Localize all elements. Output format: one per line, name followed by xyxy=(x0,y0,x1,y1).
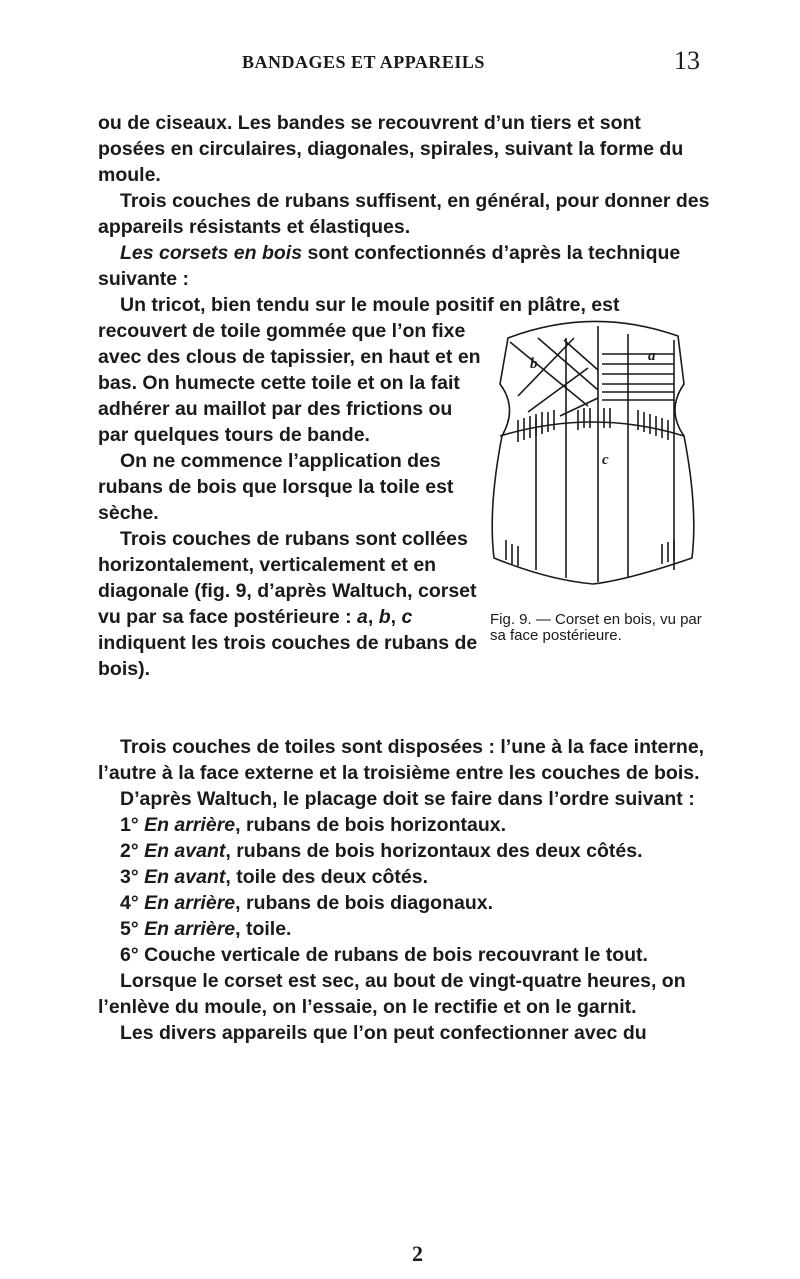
figure-label-a: a xyxy=(648,348,656,364)
list-text: , toile des deux côtés. xyxy=(225,866,429,888)
list-text: , rubans de bois horizontaux des deux côtés. xyxy=(225,840,643,862)
paragraph-5: On ne commence l’application des rubans de bois que lorsque la toile est sèche. xyxy=(98,450,454,524)
figure-wrap-section xyxy=(98,318,710,734)
paragraph-8: D’après Waltuch, le placage doit se faire dans l’ordre suivant : xyxy=(120,788,695,810)
list-number: 3° xyxy=(120,866,139,888)
paragraph-6-label-b: b xyxy=(378,606,391,628)
paragraph-6-label-a: a xyxy=(357,606,368,628)
list-item xyxy=(98,864,710,890)
diagonal-band xyxy=(528,368,588,412)
paragraph-6-sep-2: , xyxy=(390,606,402,628)
paragraph-6-end: indiquent les trois couches de rubans de bois). xyxy=(98,632,478,680)
paragraph-6 xyxy=(98,526,483,682)
figure-9 xyxy=(478,308,710,644)
list-item xyxy=(98,890,710,916)
body-text xyxy=(98,110,710,1046)
list-text: Couche verticale de rubans de bois recouvrant le tout. xyxy=(144,944,648,966)
list-text: , rubans de bois diagonaux. xyxy=(235,892,494,914)
paragraph-3 xyxy=(98,240,710,292)
list-emphasis: En avant xyxy=(144,866,226,888)
list-item xyxy=(98,838,710,864)
corset-illustration xyxy=(478,308,710,608)
page-header xyxy=(0,46,800,82)
list-item xyxy=(98,916,710,942)
figure-label-b: b xyxy=(530,356,538,372)
list-emphasis: En arrière xyxy=(144,814,236,836)
signature-mark: 2 xyxy=(412,1241,423,1266)
paragraph-6-label-c: c xyxy=(401,606,413,628)
list-emphasis: En avant xyxy=(144,840,226,862)
paragraph-4: Un tricot, bien tendu sur le moule positif en plâtre, est xyxy=(120,294,620,316)
paragraph-7: Trois couches de toiles sont disposées : l’une à la face interne, l’autre à la face externe et la troisième entre les couches de bois. xyxy=(98,736,705,784)
list-number: 4° xyxy=(120,892,139,914)
list-item xyxy=(98,812,710,838)
list-number: 1° xyxy=(120,814,139,836)
list-text: , toile. xyxy=(235,918,292,940)
paragraph-6-sep-1: , xyxy=(367,606,379,628)
running-title: BANDAGES ET APPAREILS xyxy=(242,52,485,72)
page-number: 13 xyxy=(674,46,700,75)
figure-label-c: c xyxy=(602,452,609,468)
list-number: 5° xyxy=(120,918,139,940)
vertical-bands xyxy=(506,408,674,566)
paragraph-4-continued: recouvert de toile gommée que l’on fixe avec des clous de tapissier, en haut et en bas. On humecte cette toile et on la fait adhérer au maillot par des frictions ou par quelques tours de bande. xyxy=(98,320,481,446)
figure-caption: Fig. 9. — Corset en bois, vu par sa face postérieure. xyxy=(490,611,702,644)
paragraph-9: Lorsque le corset est sec, au bout de vingt-quatre heures, on l’enlève du moule, on l’essaie, on le rectifie et on le garnit. xyxy=(98,970,686,1018)
paragraph-10: Les divers appareils que l’on peut confectionner avec du xyxy=(120,1022,647,1044)
list-number: 2° xyxy=(120,840,139,862)
list-item xyxy=(98,942,710,968)
list-text: , rubans de bois horizontaux. xyxy=(235,814,506,836)
paragraph-2: Trois couches de rubans suffisent, en général, pour donner des appareils résistants et élastiques. xyxy=(98,190,710,238)
list-emphasis: En arrière xyxy=(144,918,236,940)
paragraph-3-emphasis: Les corsets en bois xyxy=(120,242,303,264)
paragraph-6-start: Trois couches de rubans sont collées horizontalement, verticalement et en diagonale (fig. 9, d’après Waltuch, corset vu par sa face postérieure : xyxy=(98,528,477,628)
paragraph-1: ou de ciseaux. Les bandes se recouvrent d’un tiers et sont posées en circulaires, diagonales, spirales, suivant la forme du moule. xyxy=(98,112,684,186)
corset-outline xyxy=(492,321,694,584)
list-number: 6° xyxy=(120,944,139,966)
list-emphasis: En arrière xyxy=(144,892,236,914)
wrapped-text-column xyxy=(98,318,483,682)
paragraph-3-rest: sont confectionnés d’après la technique suivante : xyxy=(98,242,681,290)
